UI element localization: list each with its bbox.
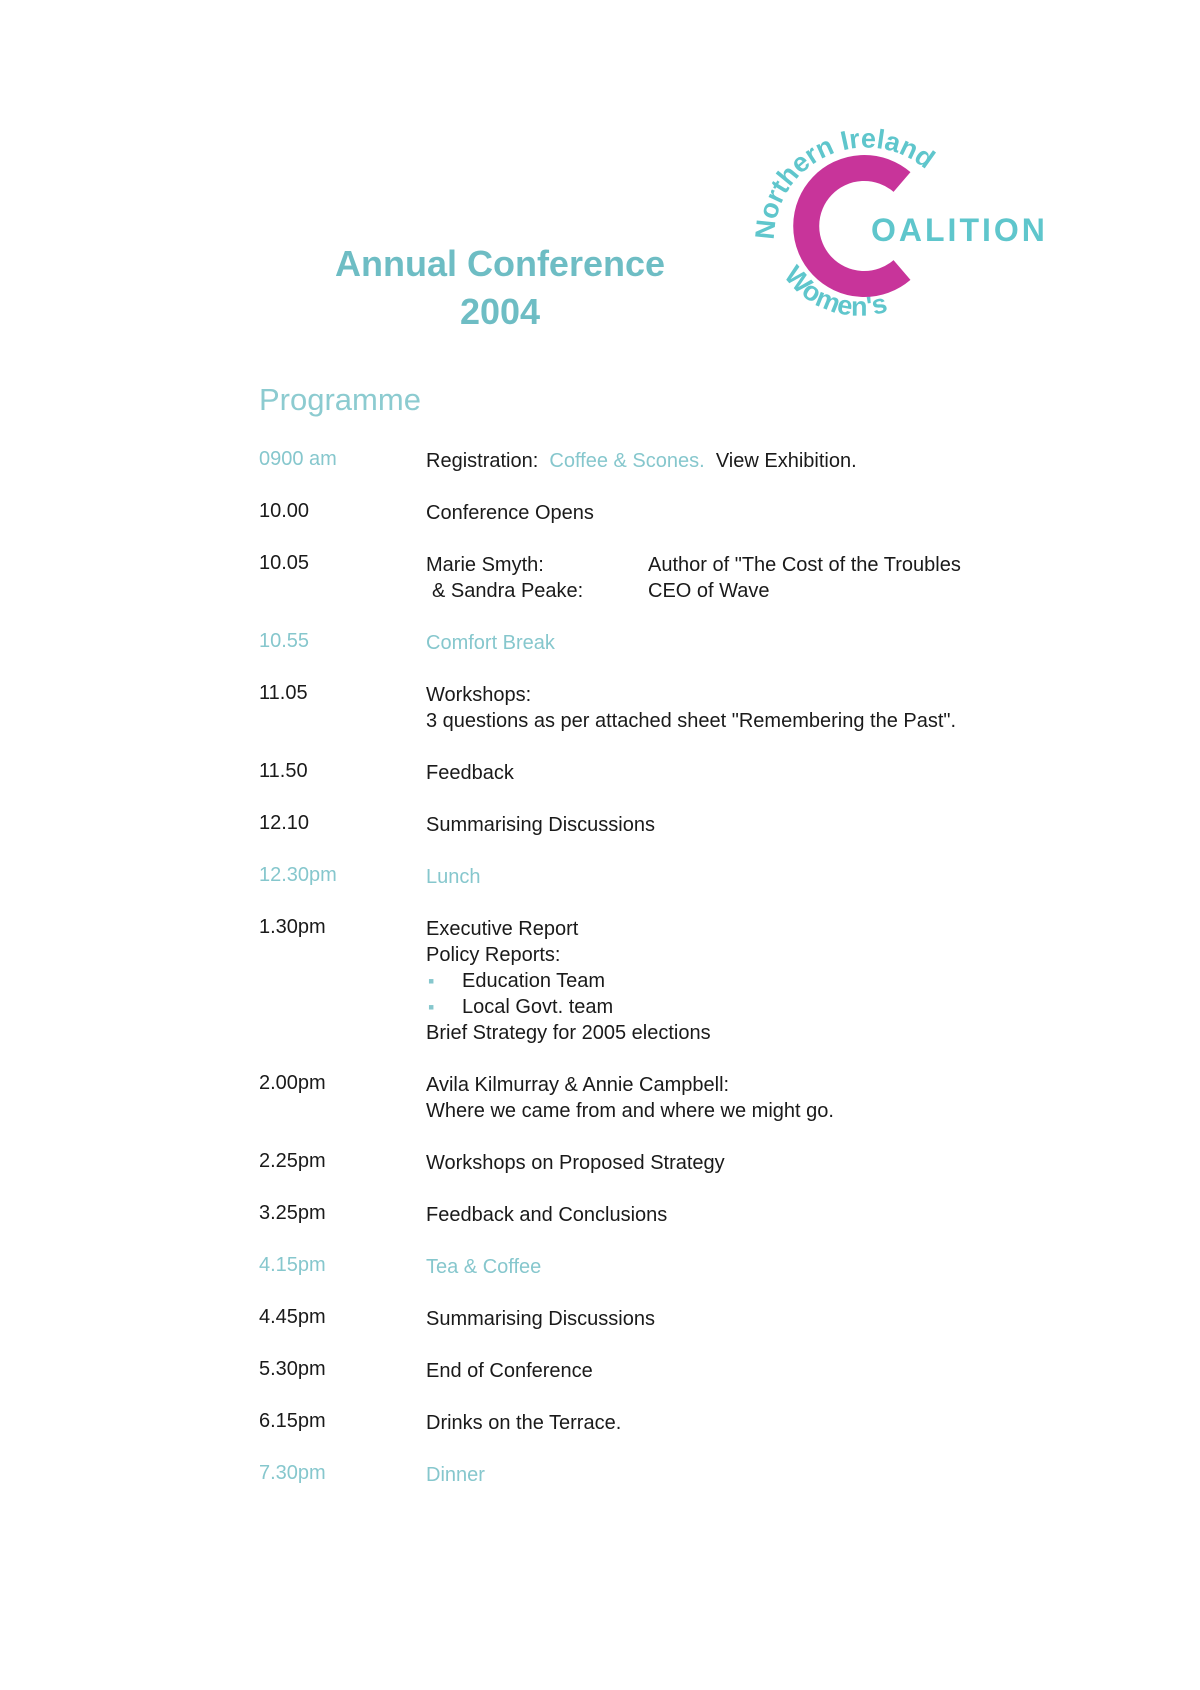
row-description: [426, 552, 1126, 604]
row-time: 5.30pm: [259, 1358, 326, 1380]
bullet-icon: ▪: [428, 971, 435, 991]
row-description: [426, 448, 1126, 474]
row-time: 2.25pm: [259, 1150, 326, 1172]
row-time: 0900 am: [259, 448, 337, 470]
row-description: End of Conference: [426, 1360, 593, 1382]
row-description: [426, 916, 1126, 1046]
row-time: 3.25pm: [259, 1202, 326, 1224]
row-time: 7.30pm: [259, 1462, 326, 1484]
row-description: Lunch: [426, 866, 481, 888]
bullet-icon: ▪: [428, 997, 435, 1017]
registration-refreshment: Coffee & Scones.: [549, 450, 705, 472]
row-time: 2.00pm: [259, 1072, 326, 1094]
row-time: 12.10: [259, 812, 310, 834]
row-description: [426, 1072, 1126, 1124]
reports-line-1: Executive Report: [426, 918, 579, 940]
row-description: Comfort Break: [426, 632, 555, 654]
logo-arc-top-text: Northern Ireland: [749, 123, 941, 241]
row-description: Feedback: [426, 762, 514, 784]
row-description: Summarising Discussions: [426, 1308, 655, 1330]
talk-line-2: Where we came from and where we might go.: [426, 1100, 834, 1122]
row-time: 10.00: [259, 500, 310, 522]
row-time: 12.30pm: [259, 864, 337, 886]
row-description: Tea & Coffee: [426, 1256, 542, 1278]
row-description: Summarising Discussions: [426, 814, 655, 836]
row-time: 1.30pm: [259, 916, 326, 938]
programme-heading: Programme: [259, 382, 421, 417]
row-description: Workshops on Proposed Strategy: [426, 1152, 725, 1174]
talk-line-1: Avila Kilmurray & Annie Campbell:: [426, 1074, 730, 1096]
speaker-role: Author of "The Cost of the Troubles: [648, 554, 961, 576]
title-line-2: 2004: [459, 291, 541, 332]
row-time: 4.15pm: [259, 1254, 326, 1276]
list-item: [426, 994, 1126, 1020]
document-title: [300, 240, 700, 336]
workshops-line-2: 3 questions as per attached sheet "Remembering the Past".: [426, 710, 957, 732]
row-description: Drinks on the Terrace.: [426, 1412, 622, 1434]
list-item: [426, 968, 1126, 994]
reports-line-3: Brief Strategy for 2005 elections: [426, 1022, 711, 1044]
row-description: Feedback and Conclusions: [426, 1204, 668, 1226]
row-description: Conference Opens: [426, 502, 594, 524]
list-item-text: Education Team: [462, 970, 606, 992]
logo-arc-bottom-text: Women's: [778, 260, 891, 322]
speaker-name: & Sandra Peake:: [432, 580, 584, 602]
speaker-role: CEO of Wave: [648, 580, 770, 602]
row-time: 11.50: [259, 760, 308, 782]
reports-line-2: Policy Reports:: [426, 944, 561, 966]
title-line-1: Annual Conference: [334, 243, 666, 284]
workshops-line-1: Workshops:: [426, 684, 532, 706]
logo-word: OALITION: [871, 212, 1048, 248]
registration-label: Registration:: [426, 450, 539, 472]
row-time: 10.55: [259, 630, 310, 652]
row-time: 6.15pm: [259, 1410, 326, 1432]
speaker-name: Marie Smyth:: [426, 554, 544, 576]
row-time: 10.05: [259, 552, 310, 574]
registration-exhibition: View Exhibition.: [715, 450, 857, 472]
list-item-text: Local Govt. team: [462, 996, 614, 1018]
row-time: 4.45pm: [259, 1306, 326, 1328]
row-time: 11.05: [259, 682, 308, 704]
row-description: [426, 682, 1126, 734]
row-description: Dinner: [426, 1464, 485, 1486]
coalition-logo: [740, 110, 1080, 360]
